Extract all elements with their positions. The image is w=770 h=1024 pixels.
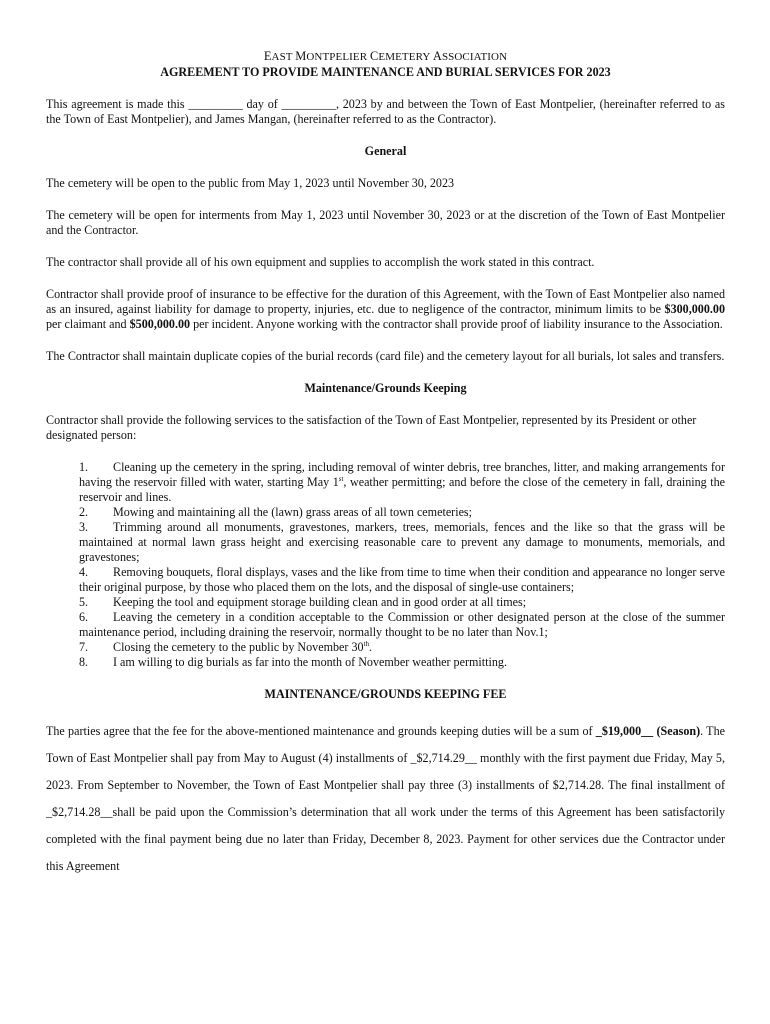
list-item-text: Removing bouquets, floral displays, vases and the like from time to time when their condition and appearance no longer serve their original purpose, by those who placed them on the lots, and the disposal of single-use containers; [79,565,725,594]
fee-heading: MAINTENANCE/GROUNDS KEEPING FEE [264,687,507,701]
list-item [79,610,725,640]
list-item-number: 1. [79,460,89,474]
list-item-text: Trimming around all monuments, gravestones, markers, trees, memorials, fences and the like so that the grass will be maintained at normal lawn grass height and exercising reasonable care to prevent any damage to monuments, memorials, and gravestones; [79,520,725,564]
organization-name: EAST MONTPELIER CEMETERY ASSOCIATION [263,49,508,63]
list-item [79,595,725,610]
fee-paragraph: The parties agree that the fee for the above-mentioned maintenance and grounds keeping duties will be a sum of _$19,000__ (Season). The Town of East Montpelier shall pay from May to August (4) installments of _$2,714.29__ monthly with the first payment due Friday, May 5, 2023. From September to November, the Town of East Montpelier shall pay three (3) installments of $2,714.28. The final installment of _$2,714.28__shall be paid upon the Commission’s determination that all work under the terms of this Agreement has been satisfactorily completed with the final payment being due no later than Friday, December 8, 2023. Payment for other services due the Contractor under this Agreement [46,724,725,873]
list-item-text: Cleaning up the cemetery in the spring, including removal of winter debris, tree branches, litter, and making arrangements for having the reservoir filled with water, starting May 1 [79,460,725,489]
list-item [79,565,725,595]
season-fee: _$19,000__ (Season) [595,724,701,738]
list-item-superscript: st [338,474,344,483]
insurance-paragraph: Contractor shall provide proof of insurance to be effective for the duration of this Agreement, with the Town of East Montpelier also named as an insured, against liability for damage to property, injuries, etc. due to negligence of the contractor, minimum limits to be $300,000.00 per claimant and $500,000.00 per incident. Anyone working with the contractor shall provide proof of liability insurance to the Association. [46,287,725,331]
list-item [79,655,725,670]
list-item-number: 6. [79,610,89,624]
general-paragraph-1: The cemetery will be open to the public from May 1, 2023 until November 30, 2023 [46,176,455,190]
list-item-superscript: th [363,639,370,648]
list-item-text: Mowing and maintaining all the (lawn) grass areas of all town cemeteries; [113,505,473,519]
incident-limit: $500,000.00 [129,317,191,331]
list-item-text-tail: . [369,640,373,654]
agreement-title: AGREEMENT TO PROVIDE MAINTENANCE AND BURIAL SERVICES FOR 2023 [160,65,611,79]
list-item-text: I am willing to dig burials as far into the month of November weather permitting. [113,655,507,669]
general-paragraph-2: The cemetery will be open for interments from May 1, 2023 until November 30, 2023 or at the discretion of the Town of East Montpelier and the Contractor. [46,208,725,237]
general-paragraph-5: The Contractor shall maintain duplicate copies of the burial records (card file) and the cemetery layout for all burials, lot sales and transfers. [46,349,725,363]
list-item [79,505,725,520]
list-item-text: Closing the cemetery to the public by November 30 [113,640,364,654]
general-paragraph-3: The contractor shall provide all of his own equipment and supplies to accomplish the work stated in this contract. [46,255,595,269]
services-list [79,460,725,670]
maintenance-heading: Maintenance/Grounds Keeping [304,381,467,395]
list-item [79,520,725,565]
intro-paragraph: This agreement is made this _________ day of _________, 2023 by and between the Town of East Montpelier, (hereinafter referred to as the Town of East Montpelier), and James Mangan, (hereinafter referred to as the Contractor). [46,97,725,126]
list-item [79,640,725,655]
list-item-text: Leaving the cemetery in a condition acceptable to the Commission or other designated person at the close of the summer maintenance period, including draining the reservoir, normally thought to be no later than Nov.1; [79,610,725,639]
list-item-number: 8. [79,655,89,669]
list-item-number: 2. [79,505,89,519]
claimant-limit: $300,000.00 [664,302,725,316]
list-item [79,460,725,505]
list-item-number: 5. [79,595,89,609]
list-item-number: 7. [79,640,89,654]
list-item-number: 4. [79,565,89,579]
list-item-text-tail: , weather permitting; and before the close of the cemetery in fall, draining the reservoir and lines. [79,475,725,504]
list-item-text: Keeping the tool and equipment storage building clean and in good order at all times; [113,595,527,609]
list-item-number: 3. [79,520,89,534]
general-heading: General [364,144,407,158]
maintenance-intro: Contractor shall provide the following services to the satisfaction of the Town of East Montpelier, represented by its President or other designated person: [46,413,697,442]
